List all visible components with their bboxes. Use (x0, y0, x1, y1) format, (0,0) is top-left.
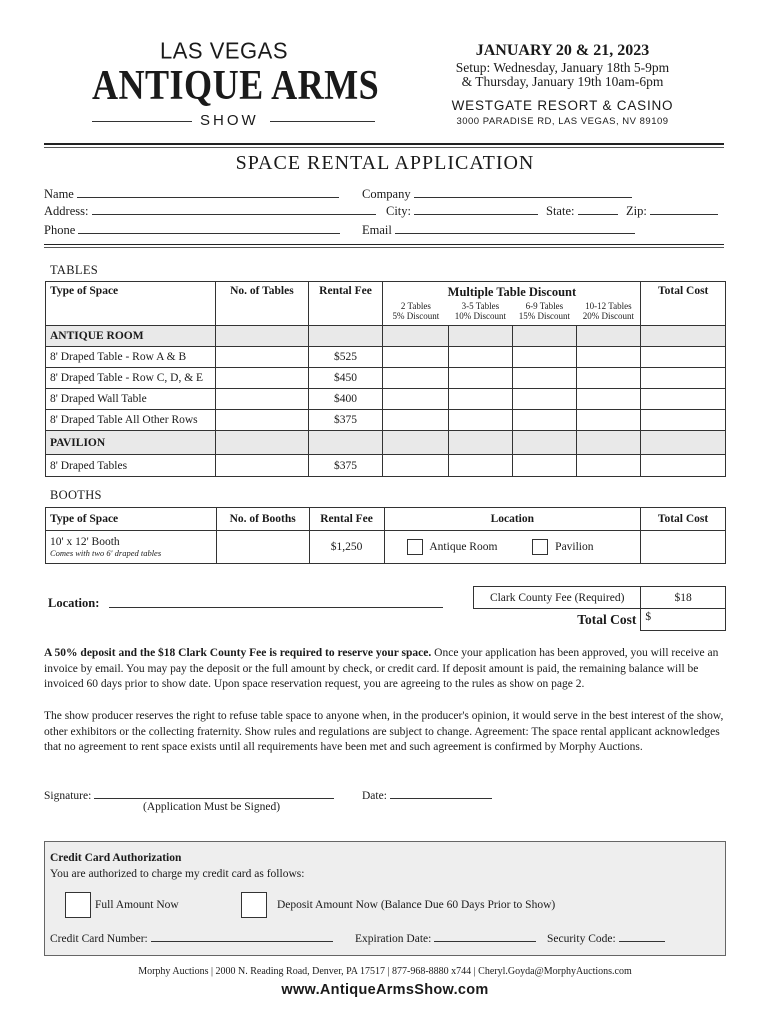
expiration-input-line[interactable] (434, 930, 536, 942)
zip-field[interactable] (626, 203, 718, 219)
credit-card-box (44, 841, 726, 956)
email-field[interactable] (362, 222, 635, 238)
logo-rule-left (92, 121, 192, 122)
security-code-label: Security Code: (547, 933, 616, 945)
email-label: Email (362, 223, 392, 237)
table-row (46, 531, 726, 564)
show-date: JANUARY 20 & 21, 2023 (475, 42, 650, 59)
discount-cell[interactable] (577, 455, 641, 477)
tier-pct: 15% Discount (518, 311, 571, 321)
col-rental-fee: Rental Fee (308, 282, 383, 326)
setup-line-2: & Thursday, January 19th 10am-6pm (461, 74, 664, 89)
space-type: 8' Draped Table - Row C, D, & E (46, 368, 216, 389)
shade-cell (512, 326, 576, 347)
pavilion-label: PAVILION (46, 431, 216, 455)
security-code-input-line[interactable] (619, 930, 665, 942)
col-multiple-discount (383, 282, 641, 326)
space-type: 8' Draped Table All Other Rows (46, 410, 216, 431)
date-field[interactable] (362, 787, 492, 802)
shade-cell (641, 326, 726, 347)
table-row (46, 455, 726, 477)
col-rental-fee: Rental Fee (309, 508, 384, 531)
clark-fee-label: Clark County Fee (Required) (474, 587, 641, 609)
total-cost-label: Total Cost (474, 609, 641, 631)
company-label: Company (362, 187, 411, 201)
discount-cell[interactable] (383, 410, 448, 431)
space-type: 8' Draped Wall Table (46, 389, 216, 410)
shade-cell (383, 431, 448, 455)
category-row (46, 326, 726, 347)
booths-table (45, 507, 726, 564)
booths-heading: BOOTHS (50, 488, 102, 502)
total-cell[interactable] (641, 455, 726, 477)
discount-cell[interactable] (448, 368, 512, 389)
qty-cell[interactable] (216, 531, 309, 564)
zip-label: Zip: (626, 204, 647, 218)
shade-cell (216, 431, 309, 455)
full-amount-checkbox[interactable] (65, 892, 91, 918)
table-row (46, 410, 726, 431)
date-input-line[interactable] (390, 787, 492, 799)
contact-divider (44, 244, 724, 245)
tier-tables: 10-12 Tables (585, 301, 632, 311)
discount-cell[interactable] (577, 410, 641, 431)
qty-cell[interactable] (216, 410, 309, 431)
booth-type: 10' x 12' Booth (50, 536, 120, 548)
qty-cell[interactable] (216, 347, 309, 368)
address-input-line[interactable] (92, 203, 376, 215)
discount-cell[interactable] (448, 455, 512, 477)
discount-tiers (383, 301, 640, 321)
discount-cell[interactable] (512, 410, 576, 431)
table-row (46, 347, 726, 368)
shade-cell (577, 326, 641, 347)
shade-cell (308, 431, 383, 455)
deposit-paragraph (44, 646, 726, 693)
venue-address: 3000 PARADISE RD, LAS VEGAS, NV 89109 (456, 116, 669, 127)
zip-input-line[interactable] (650, 203, 718, 215)
page-title: SPACE RENTAL APPLICATION (235, 152, 535, 174)
category-row (46, 431, 726, 455)
deposit-text: Once your application has been approved, you will receive an invoice by email. You may pay the deposit or the full amount by check, or credit card. If deposit amount is paid, the remaining balance will be invoiced 60 days prior to show date. Upon space reservation request, you are agreeing to the rules as show on page 2. (44, 647, 719, 690)
city-label: City: (386, 204, 412, 218)
shade-cell (216, 326, 309, 347)
tier-pct: 10% Discount (454, 311, 507, 321)
contact-divider-thin (44, 247, 724, 248)
state-input-line[interactable] (578, 203, 618, 215)
tables-header-row (46, 282, 726, 326)
table-row (46, 389, 726, 410)
qty-cell[interactable] (216, 455, 309, 477)
antique-room-checkbox[interactable] (407, 539, 423, 555)
setup-line-1: Setup: Wednesday, January 18th 5-9pm (455, 60, 670, 75)
fee-cell: $450 (308, 368, 383, 389)
table-row (46, 368, 726, 389)
discount-cell[interactable] (577, 368, 641, 389)
location-label: Location: (48, 596, 100, 610)
total-cell[interactable] (641, 368, 726, 389)
discount-cell[interactable] (448, 389, 512, 410)
total-cell[interactable] (641, 389, 726, 410)
col-total-cost: Total Cost (641, 282, 726, 326)
deposit-amount-checkbox[interactable] (241, 892, 267, 918)
discount-cell[interactable] (448, 410, 512, 431)
pavilion-checkbox[interactable] (532, 539, 548, 555)
footer-contact: Morphy Auctions | 2000 N. Reading Road, Denver, PA 17517 | 877-968-8880 x744 | Cheryl.Goyda@MorphyAuctions.com (138, 966, 632, 977)
venue-name: WESTGATE RESORT & CASINO (451, 98, 674, 113)
company-field[interactable] (362, 186, 632, 202)
tier-tables: 2 Tables (400, 301, 431, 311)
tables-table (45, 281, 726, 477)
discount-tier (383, 301, 448, 321)
discount-cell[interactable] (512, 347, 576, 368)
header-divider (44, 143, 724, 145)
cc-number-input-line[interactable] (151, 930, 333, 942)
cc-intro: You are authorized to charge my credit card as follows: (50, 868, 305, 880)
qty-cell[interactable] (216, 368, 309, 389)
expiration-label: Expiration Date: (355, 933, 432, 945)
discount-tier (512, 301, 576, 321)
booth-note: Comes with two 6' draped tables (50, 548, 162, 558)
deposit-bold-text: A 50% deposit and the $18 Clark County Fee is required to reserve your space. (44, 647, 432, 659)
email-input-line[interactable] (395, 222, 635, 234)
fee-cell: $375 (308, 410, 383, 431)
clark-fee-value: $18 (641, 587, 726, 609)
header-divider-thin (44, 147, 724, 148)
address-label: Address: (44, 204, 89, 218)
space-type: 8' Draped Table - Row A & B (46, 347, 216, 368)
fee-cell: $1,250 (309, 531, 384, 564)
tables-heading: TABLES (50, 263, 99, 277)
logo-rule-right (270, 121, 375, 122)
date-label: Date: (362, 790, 387, 802)
signature-label: Signature: (44, 790, 92, 802)
antique-room-label: ANTIQUE ROOM (46, 326, 216, 347)
pavilion-option: Pavilion (555, 540, 594, 553)
city-field[interactable] (386, 203, 538, 219)
location-options (384, 531, 641, 564)
discount-cell[interactable] (448, 347, 512, 368)
name-label: Name (44, 187, 74, 201)
company-input-line[interactable] (414, 186, 632, 198)
booths-header-row (46, 508, 726, 531)
col-type-of-space: Type of Space (46, 508, 217, 531)
name-input-line[interactable] (77, 186, 339, 198)
col-no-of-booths: No. of Booths (216, 508, 309, 531)
col-location: Location (384, 508, 641, 531)
city-input-line[interactable] (414, 203, 538, 215)
discount-cell[interactable] (512, 368, 576, 389)
state-label: State: (546, 204, 575, 218)
name-field[interactable] (44, 186, 339, 202)
location-input-line[interactable] (109, 607, 443, 608)
fees-table (473, 586, 726, 631)
discount-cell[interactable] (383, 347, 448, 368)
col-total-cost: Total Cost (641, 508, 726, 531)
cc-number-label: Credit Card Number: (50, 933, 148, 945)
space-type: 8' Draped Tables (46, 455, 216, 477)
fee-cell: $400 (308, 389, 383, 410)
logo-sub-text: SHOW (200, 112, 259, 129)
total-cost-row (474, 609, 726, 631)
shade-cell (448, 431, 512, 455)
footer-website[interactable]: www.AntiqueArmsShow.com (281, 982, 489, 998)
col-type-of-space: Type of Space (46, 282, 216, 326)
tier-tables: 3-5 Tables (461, 301, 500, 311)
clark-fee-row (474, 587, 726, 609)
shade-cell (641, 431, 726, 455)
total-cell[interactable] (641, 531, 726, 564)
shade-cell (383, 326, 448, 347)
discount-tier (448, 301, 512, 321)
discount-cell[interactable] (383, 455, 448, 477)
deposit-amount-label: Deposit Amount Now (Balance Due 60 Days Prior to Show) (277, 899, 556, 911)
total-cost-value[interactable]: $ (641, 609, 726, 631)
fee-cell: $375 (308, 455, 383, 477)
security-code-field[interactable] (547, 930, 665, 945)
shade-cell (577, 431, 641, 455)
discount-tier (576, 301, 640, 321)
booth-type-cell (46, 531, 217, 564)
logo-top-text: LAS VEGAS (160, 37, 289, 64)
shade-cell (308, 326, 383, 347)
address-field[interactable] (44, 203, 376, 219)
tier-tables: 6-9 Tables (525, 301, 564, 311)
discount-cell[interactable] (577, 347, 641, 368)
discount-cell[interactable] (383, 389, 448, 410)
cc-title: Credit Card Authorization (50, 852, 182, 864)
discount-cell[interactable] (512, 455, 576, 477)
discount-heading: Multiple Table Discount (447, 285, 577, 299)
signature-note: (Application Must be Signed) (143, 801, 281, 813)
fee-cell: $525 (308, 347, 383, 368)
expiration-field[interactable] (355, 930, 536, 945)
phone-label: Phone (44, 223, 76, 237)
total-cell[interactable] (641, 347, 726, 368)
signature-input-line[interactable] (94, 787, 334, 799)
producer-paragraph: The show producer reserves the right to refuse table space to anyone when, in the producer's opinion, it would serve in the best interest of the show, other exhibitors or the collecting fraternity. Show rules and regulations are subject to change. Agreement: The space rental applicant acknowledges that no agreement to rent space exists until all requirements have been met and such agreement is confirmed by Morphy Auctions. (44, 710, 724, 753)
discount-cell[interactable] (383, 368, 448, 389)
qty-cell[interactable] (216, 389, 309, 410)
full-amount-label: Full Amount Now (95, 899, 179, 911)
signature-field[interactable] (44, 787, 334, 802)
shade-cell (448, 326, 512, 347)
tier-pct: 20% Discount (582, 311, 635, 321)
logo-main-text: ANTIQUE ARMS (92, 63, 380, 109)
discount-cell[interactable] (577, 389, 641, 410)
phone-field[interactable] (44, 222, 340, 238)
antique-room-option: Antique Room (429, 540, 498, 553)
tier-pct: 5% Discount (392, 311, 440, 321)
discount-cell[interactable] (512, 389, 576, 410)
shade-cell (512, 431, 576, 455)
total-cell[interactable] (641, 410, 726, 431)
state-field[interactable] (546, 203, 618, 219)
col-no-of-tables: No. of Tables (216, 282, 309, 326)
phone-input-line[interactable] (78, 222, 340, 234)
cc-number-field[interactable] (50, 930, 333, 945)
